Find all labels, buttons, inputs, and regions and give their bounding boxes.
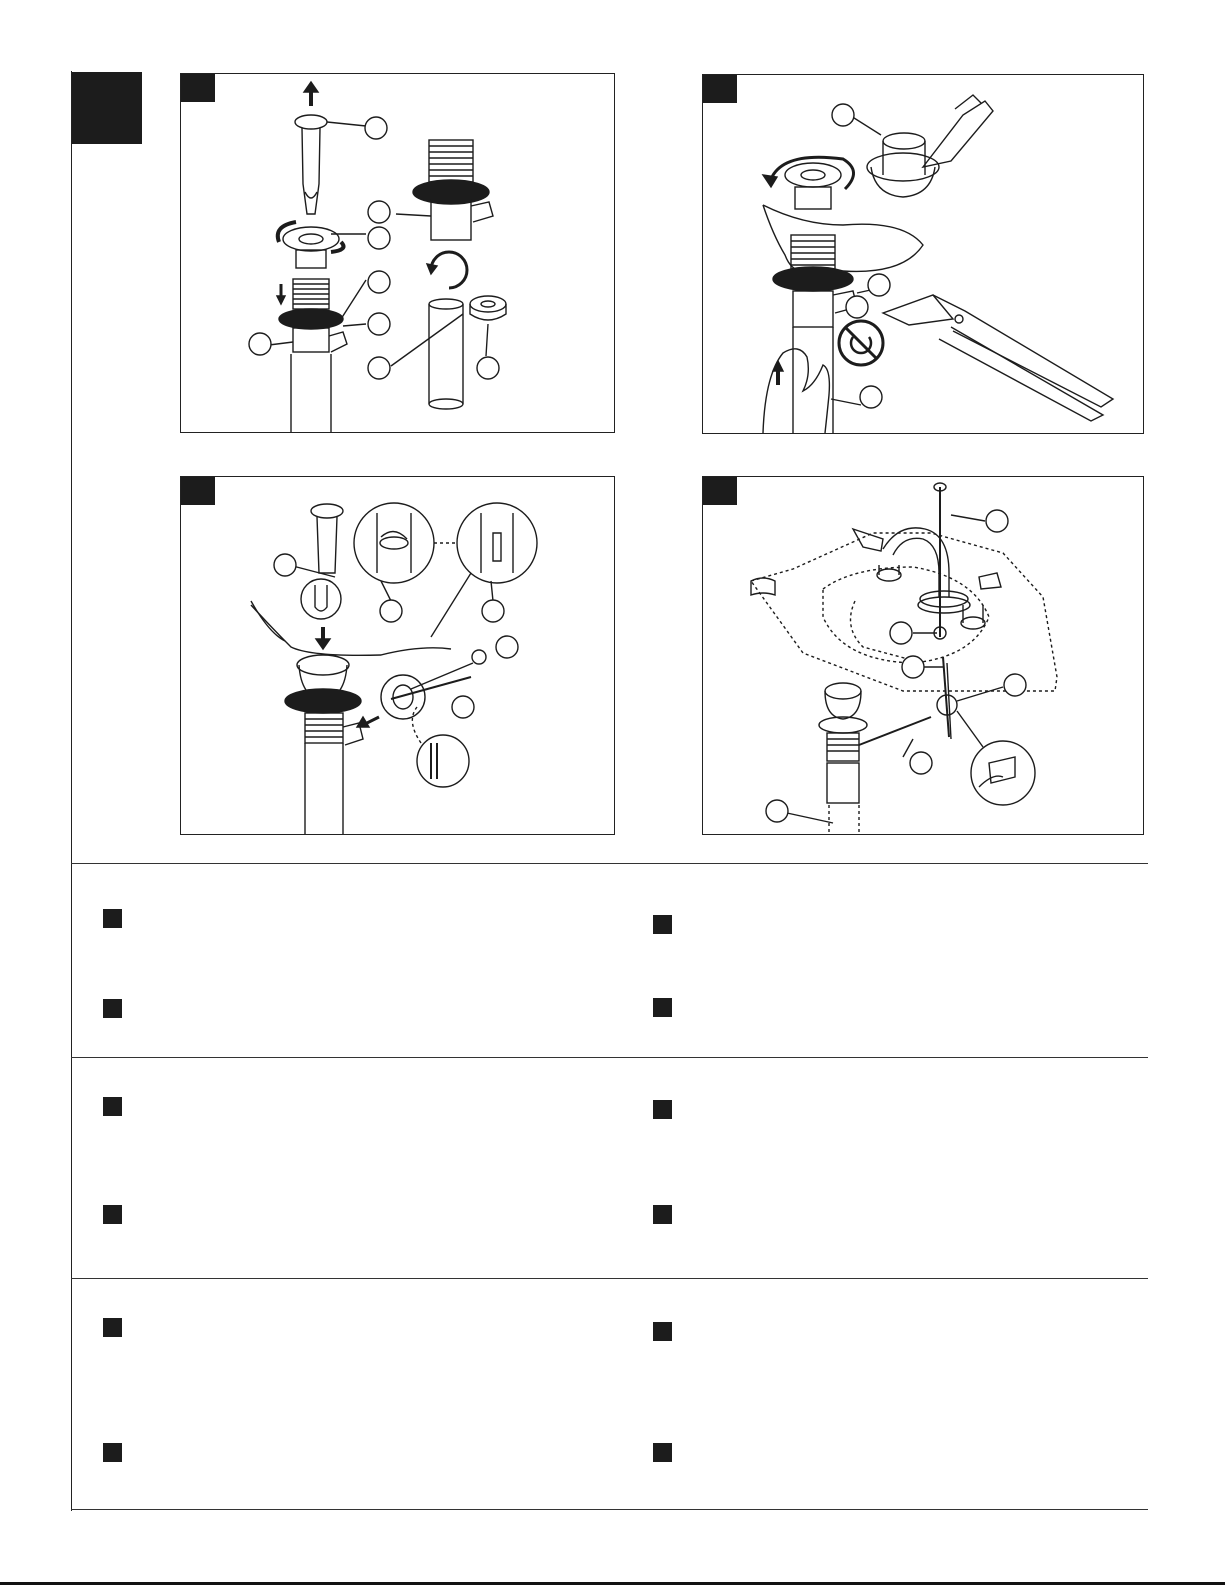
step-marker (103, 1318, 122, 1337)
figure-a-illustration (181, 74, 614, 432)
section-tab (72, 72, 142, 144)
step-marker (653, 915, 672, 934)
step-marker (103, 1443, 122, 1462)
step-marker (653, 998, 672, 1017)
step-marker (653, 1205, 672, 1224)
figure-b-tighten-drain (702, 74, 1144, 434)
steps-divider (71, 1509, 1148, 1510)
step-marker (653, 1100, 672, 1119)
steps-divider (71, 863, 1148, 864)
steps-divider (71, 1057, 1148, 1058)
step-marker (653, 1322, 672, 1341)
step-marker (103, 909, 122, 928)
steps-divider (71, 1278, 1148, 1279)
figure-b-illustration (703, 75, 1143, 433)
left-margin-rule (71, 71, 72, 1511)
figure-d-illustration (703, 477, 1143, 834)
figure-a-drain-disassembly (180, 73, 615, 433)
step-marker (103, 1097, 122, 1116)
figure-d-connect-lift-rod (702, 476, 1144, 835)
figure-c-install-stopper (180, 476, 615, 835)
step-marker (103, 999, 122, 1018)
figure-c-illustration (181, 477, 614, 834)
step-marker (103, 1205, 122, 1224)
step-marker (653, 1443, 672, 1462)
